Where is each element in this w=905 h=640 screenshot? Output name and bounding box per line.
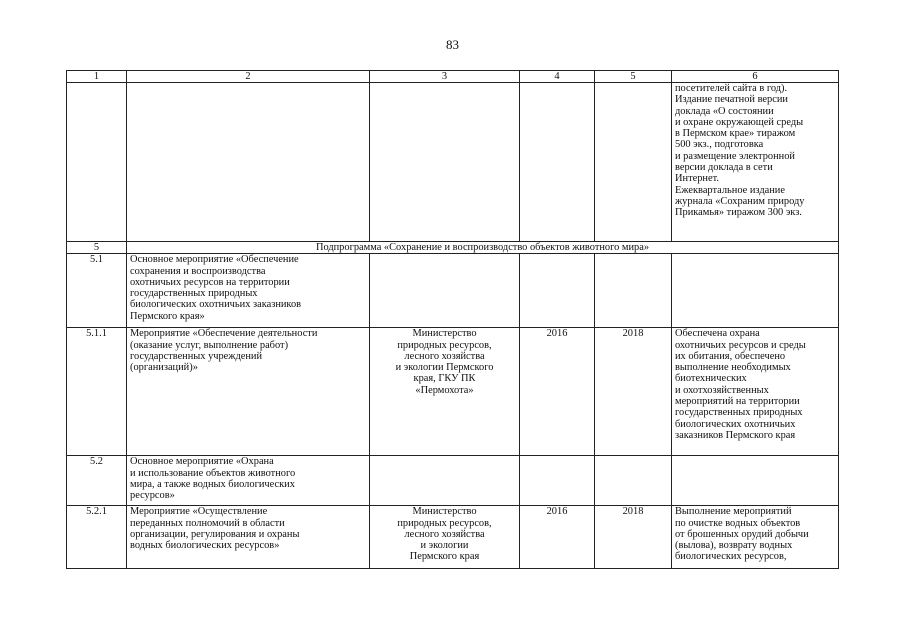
- start-year-cell: 2016: [520, 328, 595, 456]
- start-year-cell: [520, 83, 595, 242]
- header-cell: 1: [67, 71, 127, 83]
- table-row: [67, 456, 839, 506]
- table-row: [67, 328, 839, 456]
- header-cell: 3: [370, 71, 520, 83]
- result-cell: [672, 254, 839, 328]
- start-year-cell: [520, 456, 595, 506]
- end-year-cell: [595, 83, 672, 242]
- number-cell: 5.1: [67, 254, 127, 328]
- executor-cell: Министерство природных ресурсов, лесного хозяйства и экологии Пермского края, ГКУ ПК «Пермохота»: [370, 328, 520, 456]
- header-cell: 2: [127, 71, 370, 83]
- activity-cell: Мероприятие «Обеспечение деятельности (оказание услуг, выполнение работ) государственных учреждений (организаций)»: [127, 328, 370, 456]
- subprogram-row: [67, 242, 839, 254]
- number-cell: 5: [67, 242, 127, 254]
- table-row: [67, 506, 839, 569]
- table-row: [67, 254, 839, 328]
- number-cell: [67, 83, 127, 242]
- executor-cell: [370, 254, 520, 328]
- activity-cell: Основное мероприятие «Обеспечение сохранения и воспроизводства охотничьих ресурсов на территории государственных природных биологических охотничьих заказников Пермского края»: [127, 254, 370, 328]
- number-cell: 5.2.1: [67, 506, 127, 569]
- end-year-cell: [595, 456, 672, 506]
- activity-cell: [127, 83, 370, 242]
- executor-cell: [370, 83, 520, 242]
- result-cell: [672, 456, 839, 506]
- subprogram-title: Подпрограмма «Сохранение и воспроизводство объектов животного мира»: [127, 242, 839, 254]
- number-cell: 5.1.1: [67, 328, 127, 456]
- end-year-cell: 2018: [595, 506, 672, 569]
- header-cell: 6: [672, 71, 839, 83]
- executor-cell: Министерство природных ресурсов, лесного хозяйства и экологии Пермского края: [370, 506, 520, 569]
- header-cell: 5: [595, 71, 672, 83]
- table-row: [67, 83, 839, 242]
- program-table: [66, 70, 839, 569]
- result-cell: Выполнение мероприятий по очистке водных объектов от брошенных орудий добычи (вылова), возврату водных биологических ресурсов,: [672, 506, 839, 569]
- page-number: 83: [446, 37, 459, 52]
- activity-cell: Основное мероприятие «Охрана и использование объектов животного мира, а также водных биологических ресурсов»: [127, 456, 370, 506]
- header-cell: 4: [520, 71, 595, 83]
- activity-cell: Мероприятие «Осуществление переданных полномочий в области организации, регулирования и охраны водных биологических ресурсов»: [127, 506, 370, 569]
- executor-cell: [370, 456, 520, 506]
- end-year-cell: 2018: [595, 328, 672, 456]
- header-row: [67, 71, 839, 83]
- start-year-cell: 2016: [520, 506, 595, 569]
- start-year-cell: [520, 254, 595, 328]
- result-cell: Обеспечена охрана охотничьих ресурсов и среды их обитания, обеспечено выполнение необходимых биотехнических и охотхозяйственных мероприятий на территории государственных природных биологических охотничьих заказников Пермского края: [672, 328, 839, 456]
- end-year-cell: [595, 254, 672, 328]
- number-cell: 5.2: [67, 456, 127, 506]
- result-cell: посетителей сайта в год). Издание печатной версии доклада «О состоянии и охране окружающей среды в Пермском крае» тиражом 500 экз., подготовка и размещение электронной версии доклада в сети Интернет. Ежеквартальное издание журнала «Сохраним природу Прикамья» тиражом 300 экз.: [672, 83, 839, 242]
